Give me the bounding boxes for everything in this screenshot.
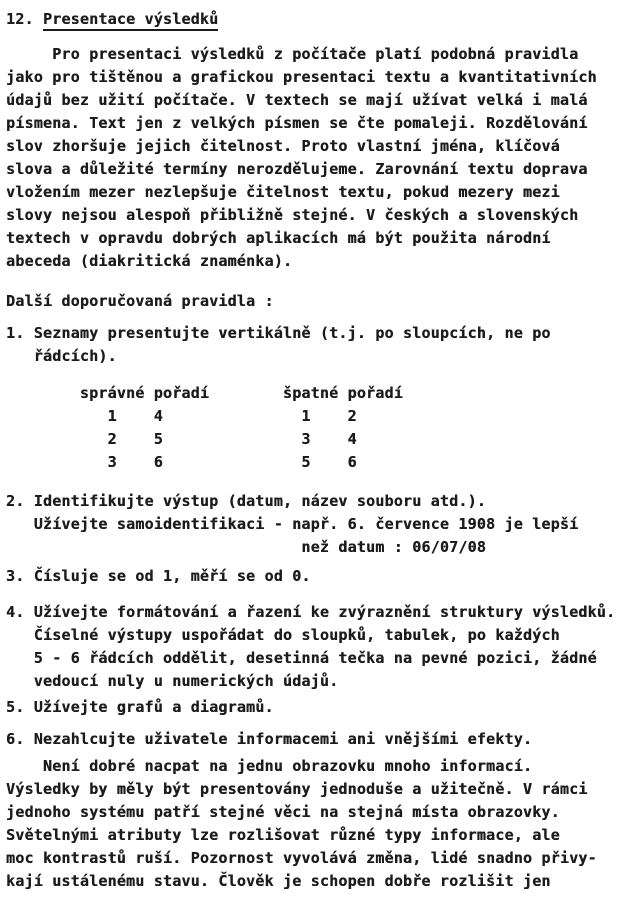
text-line: 5. Užívejte grafů a diagramů. xyxy=(6,698,274,716)
text-line: Číselné výstupy uspořádat do sloupků, tabulek, po každých xyxy=(6,626,560,644)
text-line: 1 4 1 2 xyxy=(6,407,357,425)
text-line: vedoucí nuly u numerických údajů. xyxy=(6,672,339,690)
rule-item-2 xyxy=(6,490,628,559)
text-line: Světelnými atributy lze rozlišovat různé typy informace, ale xyxy=(6,826,560,844)
text-line: vložením mezer nezlepšuje čitelnost textu, pokud mezery mezi xyxy=(6,183,560,201)
text-line: textech v opravdu dobrých aplikacích má být použita národní xyxy=(6,229,551,247)
rule-item-3 xyxy=(6,565,628,588)
text-line: 3. Čísluje se od 1, měří se od 0. xyxy=(6,567,311,585)
text-line: kají ustálenému stavu. Člověk je schopen dobře rozlišit jen xyxy=(6,872,551,890)
text-line: 1. Seznamy presentujte vertikálně (t.j. po sloupcích, ne po xyxy=(6,324,551,342)
text-line: 5 - 6 řádcích oddělit, desetinná tečka na pevné pozici, žádné xyxy=(6,649,597,667)
text-line: Další doporučovaná pravidla : xyxy=(6,292,274,310)
order-comparison-table xyxy=(6,382,628,474)
text-line: Užívejte samoidentifikaci - např. 6. července 1908 je lepší xyxy=(6,515,579,533)
rule-item-6 xyxy=(6,728,628,751)
text-line: 2 5 3 4 xyxy=(6,430,357,448)
text-line: Výsledky by měly být presentovány jednoduše a užitečně. V rámci xyxy=(6,780,588,798)
text-line: 4. Užívejte formátování a řazení ke zvýraznění struktury výsledků. xyxy=(6,603,616,621)
text-line: údajů bez užití počítače. V textech se mají užívat velká i malá xyxy=(6,91,588,109)
text-line: 3 6 5 6 xyxy=(6,453,357,471)
rule-item-5 xyxy=(6,696,628,719)
text-line: písmena. Text jen z velkých písmen se čte pomaleji. Rozdělování xyxy=(6,114,588,132)
text-line: abeceda (diakritická znaménka). xyxy=(6,252,293,270)
closing-paragraph xyxy=(6,755,628,893)
section-heading xyxy=(6,8,628,33)
text-line: 2. Identifikujte výstup (datum, název souboru atd.). xyxy=(6,492,486,510)
section-number: 12. xyxy=(6,10,43,28)
text-line: Pro presentaci výsledků z počítače platí podobná pravidla xyxy=(6,45,579,63)
text-line: jednoho systému patří stejné věci na stejná místa obrazovky. xyxy=(6,803,560,821)
text-line: Není dobré nacpat na jednu obrazovku mnoho informací. xyxy=(6,757,533,775)
section-title: Presentace výsledků xyxy=(43,10,218,31)
rules-intro-line xyxy=(6,290,628,313)
rule-item-4 xyxy=(6,601,628,693)
text-line: slov zhoršuje jejich čitelnost. Proto vlastní jména, klíčová xyxy=(6,137,560,155)
text-line: moc kontrastů ruší. Pozornost vyvolává změna, lidé snadno přivy- xyxy=(6,849,597,867)
rule-item-1 xyxy=(6,322,628,368)
text-line: správné pořadí špatné pořadí xyxy=(6,384,403,402)
text-line: slovy nejsou alespoň přibližně stejné. V českých a slovenských xyxy=(6,206,579,224)
intro-paragraph xyxy=(6,43,628,273)
text-line: 6. Nezahlcujte uživatele informacemi ani vnějšími efekty. xyxy=(6,730,533,748)
text-line: řádcích). xyxy=(6,347,117,365)
text-line: slova a důležité termíny nerozdělujeme. Zarovnání textu doprava xyxy=(6,160,588,178)
text-line: jako pro tištěnou a grafickou presentaci textu a kvantitativních xyxy=(6,68,597,86)
text-line: než datum : 06/07/08 xyxy=(6,538,486,556)
